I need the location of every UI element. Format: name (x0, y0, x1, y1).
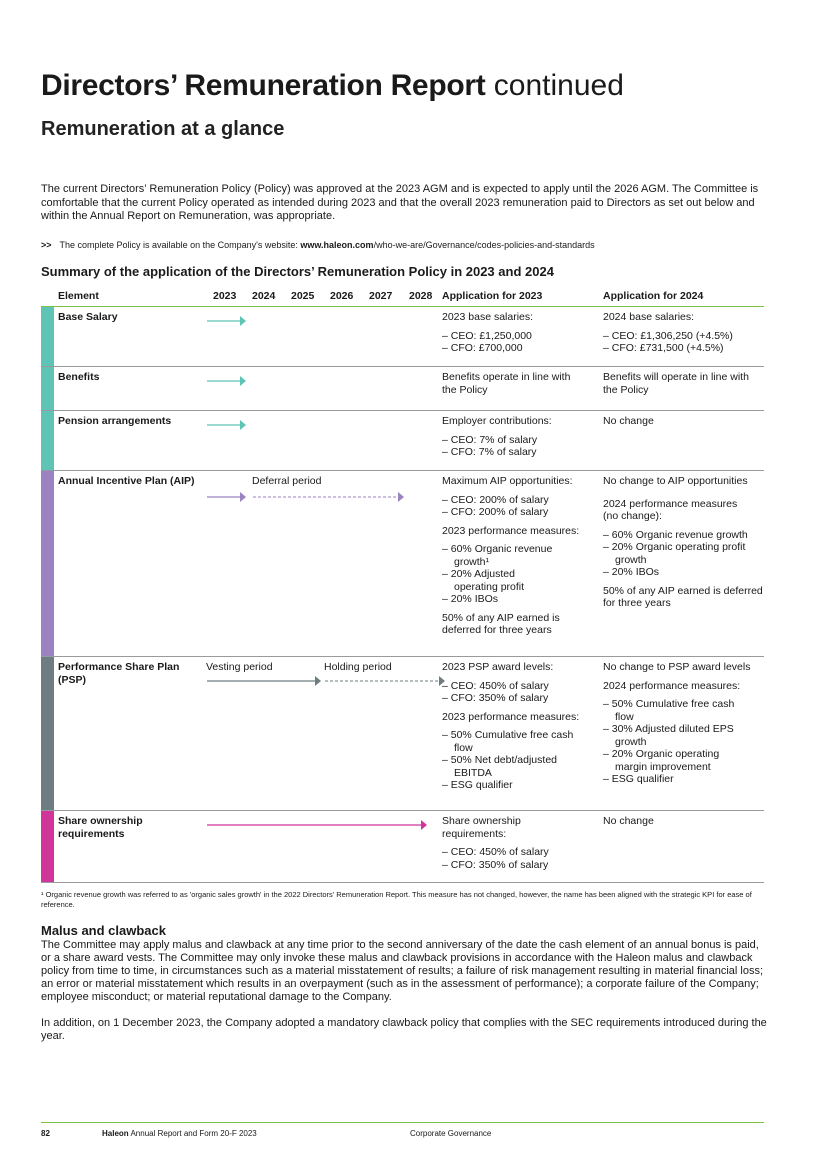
application-2024: No change (603, 815, 654, 827)
summary-heading: Summary of the application of the Directors’ Remuneration Policy in 2023 and 2024 (41, 264, 554, 279)
malus-paragraph: In addition, on 1 December 2023, the Company adopted a mandatory clawback policy that complies with the SEC requirements introduced during the year. (41, 1017, 767, 1042)
header-element: Element (58, 290, 99, 302)
application-2024: No change (603, 415, 654, 427)
footer-section[interactable]: Corporate Governance (410, 1129, 492, 1138)
timeline-arrow (206, 313, 446, 373)
row-color-bar (41, 811, 54, 882)
header-year: 2026 (330, 290, 354, 302)
title-bold: Directors’ Remuneration Report (41, 69, 486, 102)
row-element-label: Benefits (58, 371, 100, 383)
table-row-base-salary (41, 307, 764, 367)
policy-link-text: The complete Policy is available on the Company's website: (59, 240, 298, 250)
row-element-label: Pension arrangements (58, 415, 172, 427)
row-element-label: Performance Share Plan (PSP) (58, 661, 180, 686)
footer-rule (41, 1122, 764, 1123)
timeline-label-holding: Holding period (324, 661, 392, 673)
timeline-arrow (206, 489, 446, 549)
footer-report-title: Annual Report and Form 20-F 2023 (130, 1129, 257, 1138)
application-2024: No change to AIP opportunities 2024 performance measures (no change): – 60% Organic revenue growth – 20% Organic operating profit growth – 20% IBOs 50% of any AIP earned is deferred for three years (603, 475, 763, 609)
header-application-2024: Application for 2024 (603, 290, 704, 302)
row-color-bar (41, 411, 54, 470)
header-year: 2025 (291, 290, 315, 302)
application-2023: Maximum AIP opportunities: – CEO: 200% of salary – CFO: 200% of salary 2023 performance measures: – 60% Organic revenue growth¹ – 20% Adjusted operating profit – 20% IBOs 50% of any AIP earned is deferred for three years (442, 475, 580, 636)
header-year: 2028 (409, 290, 433, 302)
footer-brand: Haleon (102, 1129, 129, 1138)
row-color-bar (41, 471, 54, 656)
application-2023: 2023 base salaries: – CEO: £1,250,000 – CFO: £700,000 (442, 311, 534, 354)
malus-paragraph: The Committee may apply malus and clawback at any time prior to the second anniversary of the date the cash element of an annual bonus is paid, or a share award vests. The Committee may only invoke these malus and clawback provisions in accordance with the Haleon malus and clawback policy from time to time, in circumstances such as a material misstatement of results; a failure of risk management resulting in material financial loss; an error or material misstatement which results in an overpayment (such as in the assessment of performance); a corporate failure of the Company; employee misconduct; or material reputational damage to the Company. (41, 939, 763, 1003)
table-row-share-ownership (41, 811, 764, 883)
row-color-bar (41, 657, 54, 810)
intro-paragraph: The current Directors’ Remuneration Policy (Policy) was approved at the 2023 AGM and is expected to apply until the 2026 AGM. The Committee is comfortable that the current Policy operated as intended during 2023 and that the overall 2023 remuneration paid to Directors as set out below and within the Annual Report on Remuneration, was appropriate. (41, 183, 759, 222)
row-element-label: Base Salary (58, 311, 118, 323)
application-2023: Employer contributions: – CEO: 7% of salary – CFO: 7% of salary (442, 415, 552, 458)
header-year: 2023 (213, 290, 237, 302)
row-color-bar (41, 307, 54, 366)
policy-link-line (41, 239, 595, 251)
row-element-label: Annual Incentive Plan (AIP) (58, 475, 195, 487)
table-row-psp (41, 657, 764, 811)
application-2023: 2023 PSP award levels: – CEO: 450% of salary – CFO: 350% of salary 2023 performance measures: – 50% Cumulative free cash flow – 50% Net debt/adjusted EBITDA – ESG qualifier (442, 661, 580, 791)
header-year: 2024 (252, 290, 276, 302)
application-2024: Benefits will operate in line with the Policy (603, 371, 749, 396)
policy-link-url-domain[interactable]: www.haleon.com (300, 240, 374, 250)
application-2023: Benefits operate in line with the Policy (442, 371, 571, 396)
row-color-bar (41, 367, 54, 410)
header-year: 2027 (369, 290, 393, 302)
title-continued: continued (493, 69, 624, 102)
timeline-arrow (206, 817, 446, 877)
footnote: ¹ Organic revenue growth was referred to as 'organic sales growth' in the 2022 Directors' Remuneration Report. This measure has not changed, however, the name has been aligned with the strategic KPI for ease of reference. (41, 890, 752, 909)
application-2024: 2024 base salaries: – CEO: £1,306,250 (+4.5%) – CFO: £731,500 (+4.5%) (603, 311, 733, 354)
policy-link-url-path[interactable]: /who-we-are/Governance/codes-policies-and-standards (373, 240, 595, 250)
page-title (41, 66, 624, 106)
row-element-label: Share ownership requirements (58, 815, 143, 840)
footer-report (102, 1129, 257, 1138)
malus-body (41, 939, 771, 1056)
application-2024: No change to PSP award levels 2024 performance measures: – 50% Cumulative free cash flow – 30% Adjusted diluted EPS growth – 20% Organic operating margin improvement – ESG qualifier (603, 661, 751, 785)
header-application-2023: Application for 2023 (442, 290, 543, 302)
table-row-benefits (41, 367, 764, 411)
page-number: 82 (41, 1129, 50, 1138)
application-2023: Share ownership requirements: – CEO: 450% of salary – CFO: 350% of salary (442, 815, 549, 871)
timeline-arrow (206, 673, 446, 733)
malus-heading: Malus and clawback (41, 923, 166, 938)
table-header (41, 289, 764, 307)
table-row-aip (41, 471, 764, 657)
timeline-arrow (206, 417, 446, 477)
timeline-label-vesting: Vesting period (206, 661, 273, 673)
page-subtitle: Remuneration at a glance (41, 118, 285, 140)
chevron-icon: >> (41, 240, 52, 250)
table-row-pension (41, 411, 764, 471)
timeline-label-deferral: Deferral period (252, 475, 322, 487)
